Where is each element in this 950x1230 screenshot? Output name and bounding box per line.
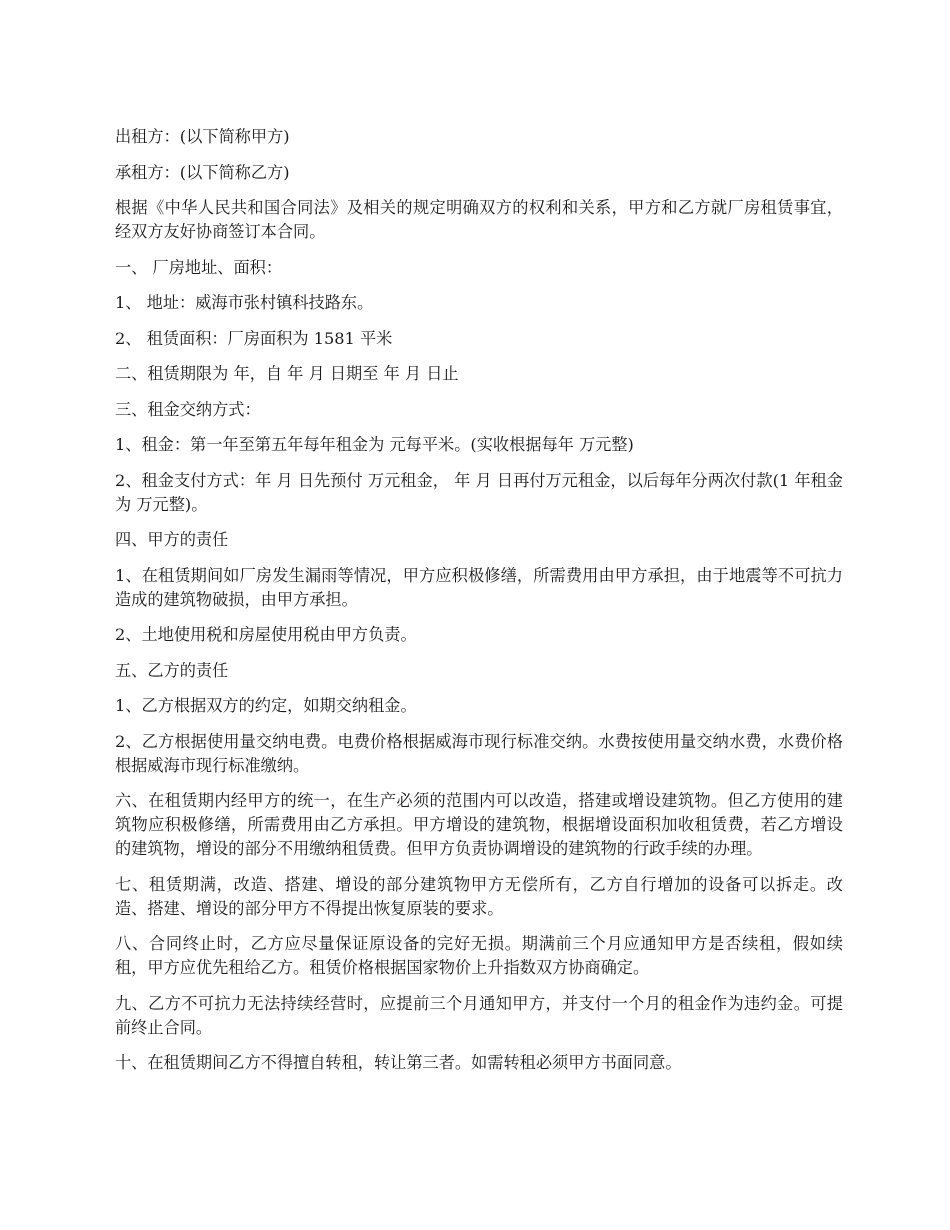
contract-body — [115, 125, 843, 1087]
section-heading-rent-payment: 三、租金交纳方式： — [115, 399, 261, 419]
section-heading-lessor-duties: 四、甲方的责任 — [115, 530, 229, 549]
section-heading-lessee-duties: 五、乙方的责任 — [115, 660, 229, 680]
section-sublease: 十、在租赁期间乙方不得擅自转租，转让第三者。如需转租必须甲方书面同意。 — [115, 1053, 682, 1072]
clause-payment-method: 2、租金支付方式：年 月 日先预付 万元租金， 年 月 日再付万元租金，以后每年分两次付款(1 年租金为 万元整)。 — [115, 470, 843, 514]
section-heading-address: 一、 厂房地址、面积： — [115, 257, 283, 277]
section-lease-expiry: 七、租赁期满，改造、搭建、增设的部分建筑物甲方无偿所有，乙方自行增加的设备可以拆走。改造、搭建、增设的部分甲方不得提出恢复原装的要求。 — [115, 874, 843, 918]
section-alterations: 六、在租赁期内经甲方的统一，在生产必须的范围内可以改造，搭建或增设建筑物。但乙方使用的建筑物应积极修缮，所需费用由乙方承担。甲方增设的建筑物，根据增设面积加收租赁费，若乙方增设的建筑物，增设的部分不用缴纳租赁费。但甲方负责协调增设的建筑物的行政手续的办理。 — [115, 791, 843, 858]
clause-address: 1、 地址：威海市张村镇科技路东。 — [115, 293, 374, 312]
clause-lessor-repairs: 1、在租赁期间如厂房发生漏雨等情况，甲方应积极修缮，所需费用由甲方承担，由于地震等不可抗力造成的建筑物破损，由甲方承担。 — [115, 565, 843, 609]
clause-area: 2、 租赁面积：厂房面积为 1581 平米 — [115, 328, 393, 348]
section-termination: 八、合同终止时，乙方应尽量保证原设备的完好无损。期满前三个月应通知甲方是否续租，假如续租，甲方应优先租给乙方。租赁价格根据国家物价上升指数双方协商确定。 — [115, 934, 843, 977]
clause-lessee-utilities: 2、乙方根据使用量交纳电费。电费价格根据威海市现行标准交纳。水费按使用量交纳水费，水费价格根据威海市现行标准缴纳。 — [115, 731, 843, 775]
clause-rent: 1、租金：第一年至第五年每年租金为 元每平米。(实收根据每年 万元整) — [115, 435, 634, 454]
clause-lessee-rent: 1、乙方根据双方的约定，如期交纳租金。 — [115, 696, 417, 715]
lessee-line: 承租方：(以下简称乙方) — [115, 162, 290, 182]
lessor-line: 出租方：(以下简称甲方) — [115, 127, 290, 146]
clause-lessor-taxes: 2、土地使用税和房屋使用税由甲方负责。 — [115, 625, 417, 644]
preamble-paragraph: 根据《中华人民共和国合同法》及相关的规定明确双方的权利和关系，甲方和乙方就厂房租赁事宜，经双方友好协商签订本合同。 — [115, 198, 843, 241]
section-force-majeure: 九、乙方不可抗力无法持续经营时，应提前三个月通知甲方，并支付一个月的租金作为违约金。可提前终止合同。 — [115, 993, 843, 1037]
section-lease-term: 二、租赁期限为 年，自 年 月 日期至 年 月 日止 — [115, 364, 459, 383]
